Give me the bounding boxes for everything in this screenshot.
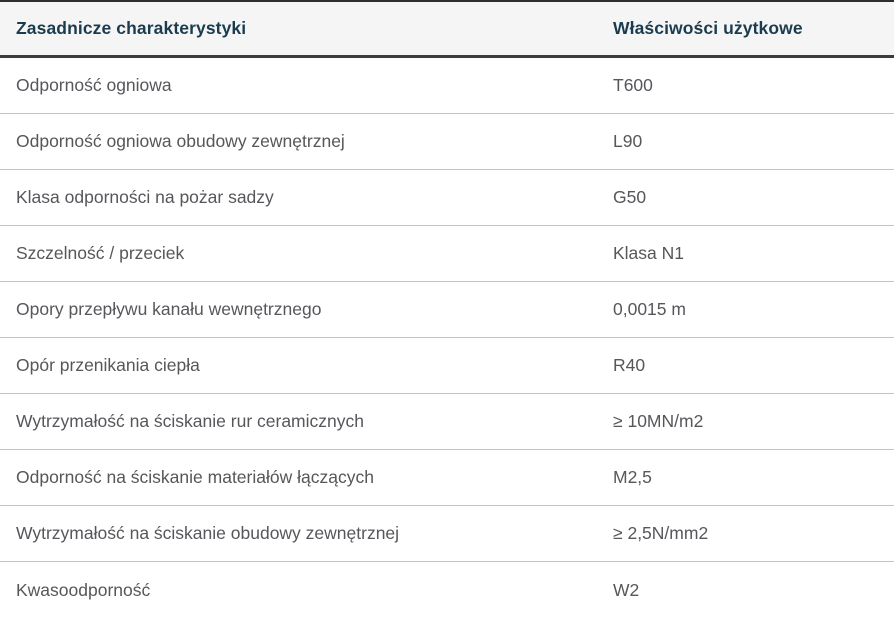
table-row	[0, 562, 894, 618]
row-value: ≥ 2,5N/mm2	[613, 523, 709, 543]
table-row	[0, 58, 894, 114]
row-value: W2	[613, 579, 640, 600]
row-value: T600	[613, 75, 653, 95]
row-property: Kwasoodporność	[16, 579, 151, 600]
row-property: Odporność ogniowa	[16, 75, 172, 95]
row-value: G50	[613, 187, 647, 207]
table-row	[0, 450, 894, 506]
header-cell-characteristics: Zasadnicze charakterystyki	[16, 18, 247, 38]
table-row	[0, 506, 894, 562]
row-property: Opory przepływu kanału wewnętrznego	[16, 299, 322, 319]
row-value: R40	[613, 355, 646, 375]
row-property: Szczelność / przeciek	[16, 243, 185, 263]
table-row	[0, 170, 894, 226]
header-cell-properties: Właściwości użytkowe	[613, 18, 803, 38]
row-property: Opór przenikania ciepła	[16, 355, 200, 375]
row-property: Wytrzymałość na ściskanie obudowy zewnętrznej	[16, 523, 400, 543]
row-property: Odporność na ściskanie materiałów łączących	[16, 467, 374, 487]
table-row	[0, 394, 894, 450]
row-value: L90	[613, 131, 643, 151]
row-property: Klasa odporności na pożar sadzy	[16, 187, 274, 207]
row-value: Klasa N1	[613, 243, 685, 263]
table-row	[0, 282, 894, 338]
row-property: Odporność ogniowa obudowy zewnętrznej	[16, 131, 345, 151]
row-value: 0,0015 m	[613, 299, 686, 319]
table-header-row	[0, 2, 894, 58]
table-row	[0, 226, 894, 282]
row-value: M2,5	[613, 467, 652, 487]
row-property: Wytrzymałość na ściskanie rur ceramicznych	[16, 411, 364, 431]
table-row	[0, 338, 894, 394]
row-value: ≥ 10MN/m2	[613, 411, 704, 431]
table-row	[0, 114, 894, 170]
